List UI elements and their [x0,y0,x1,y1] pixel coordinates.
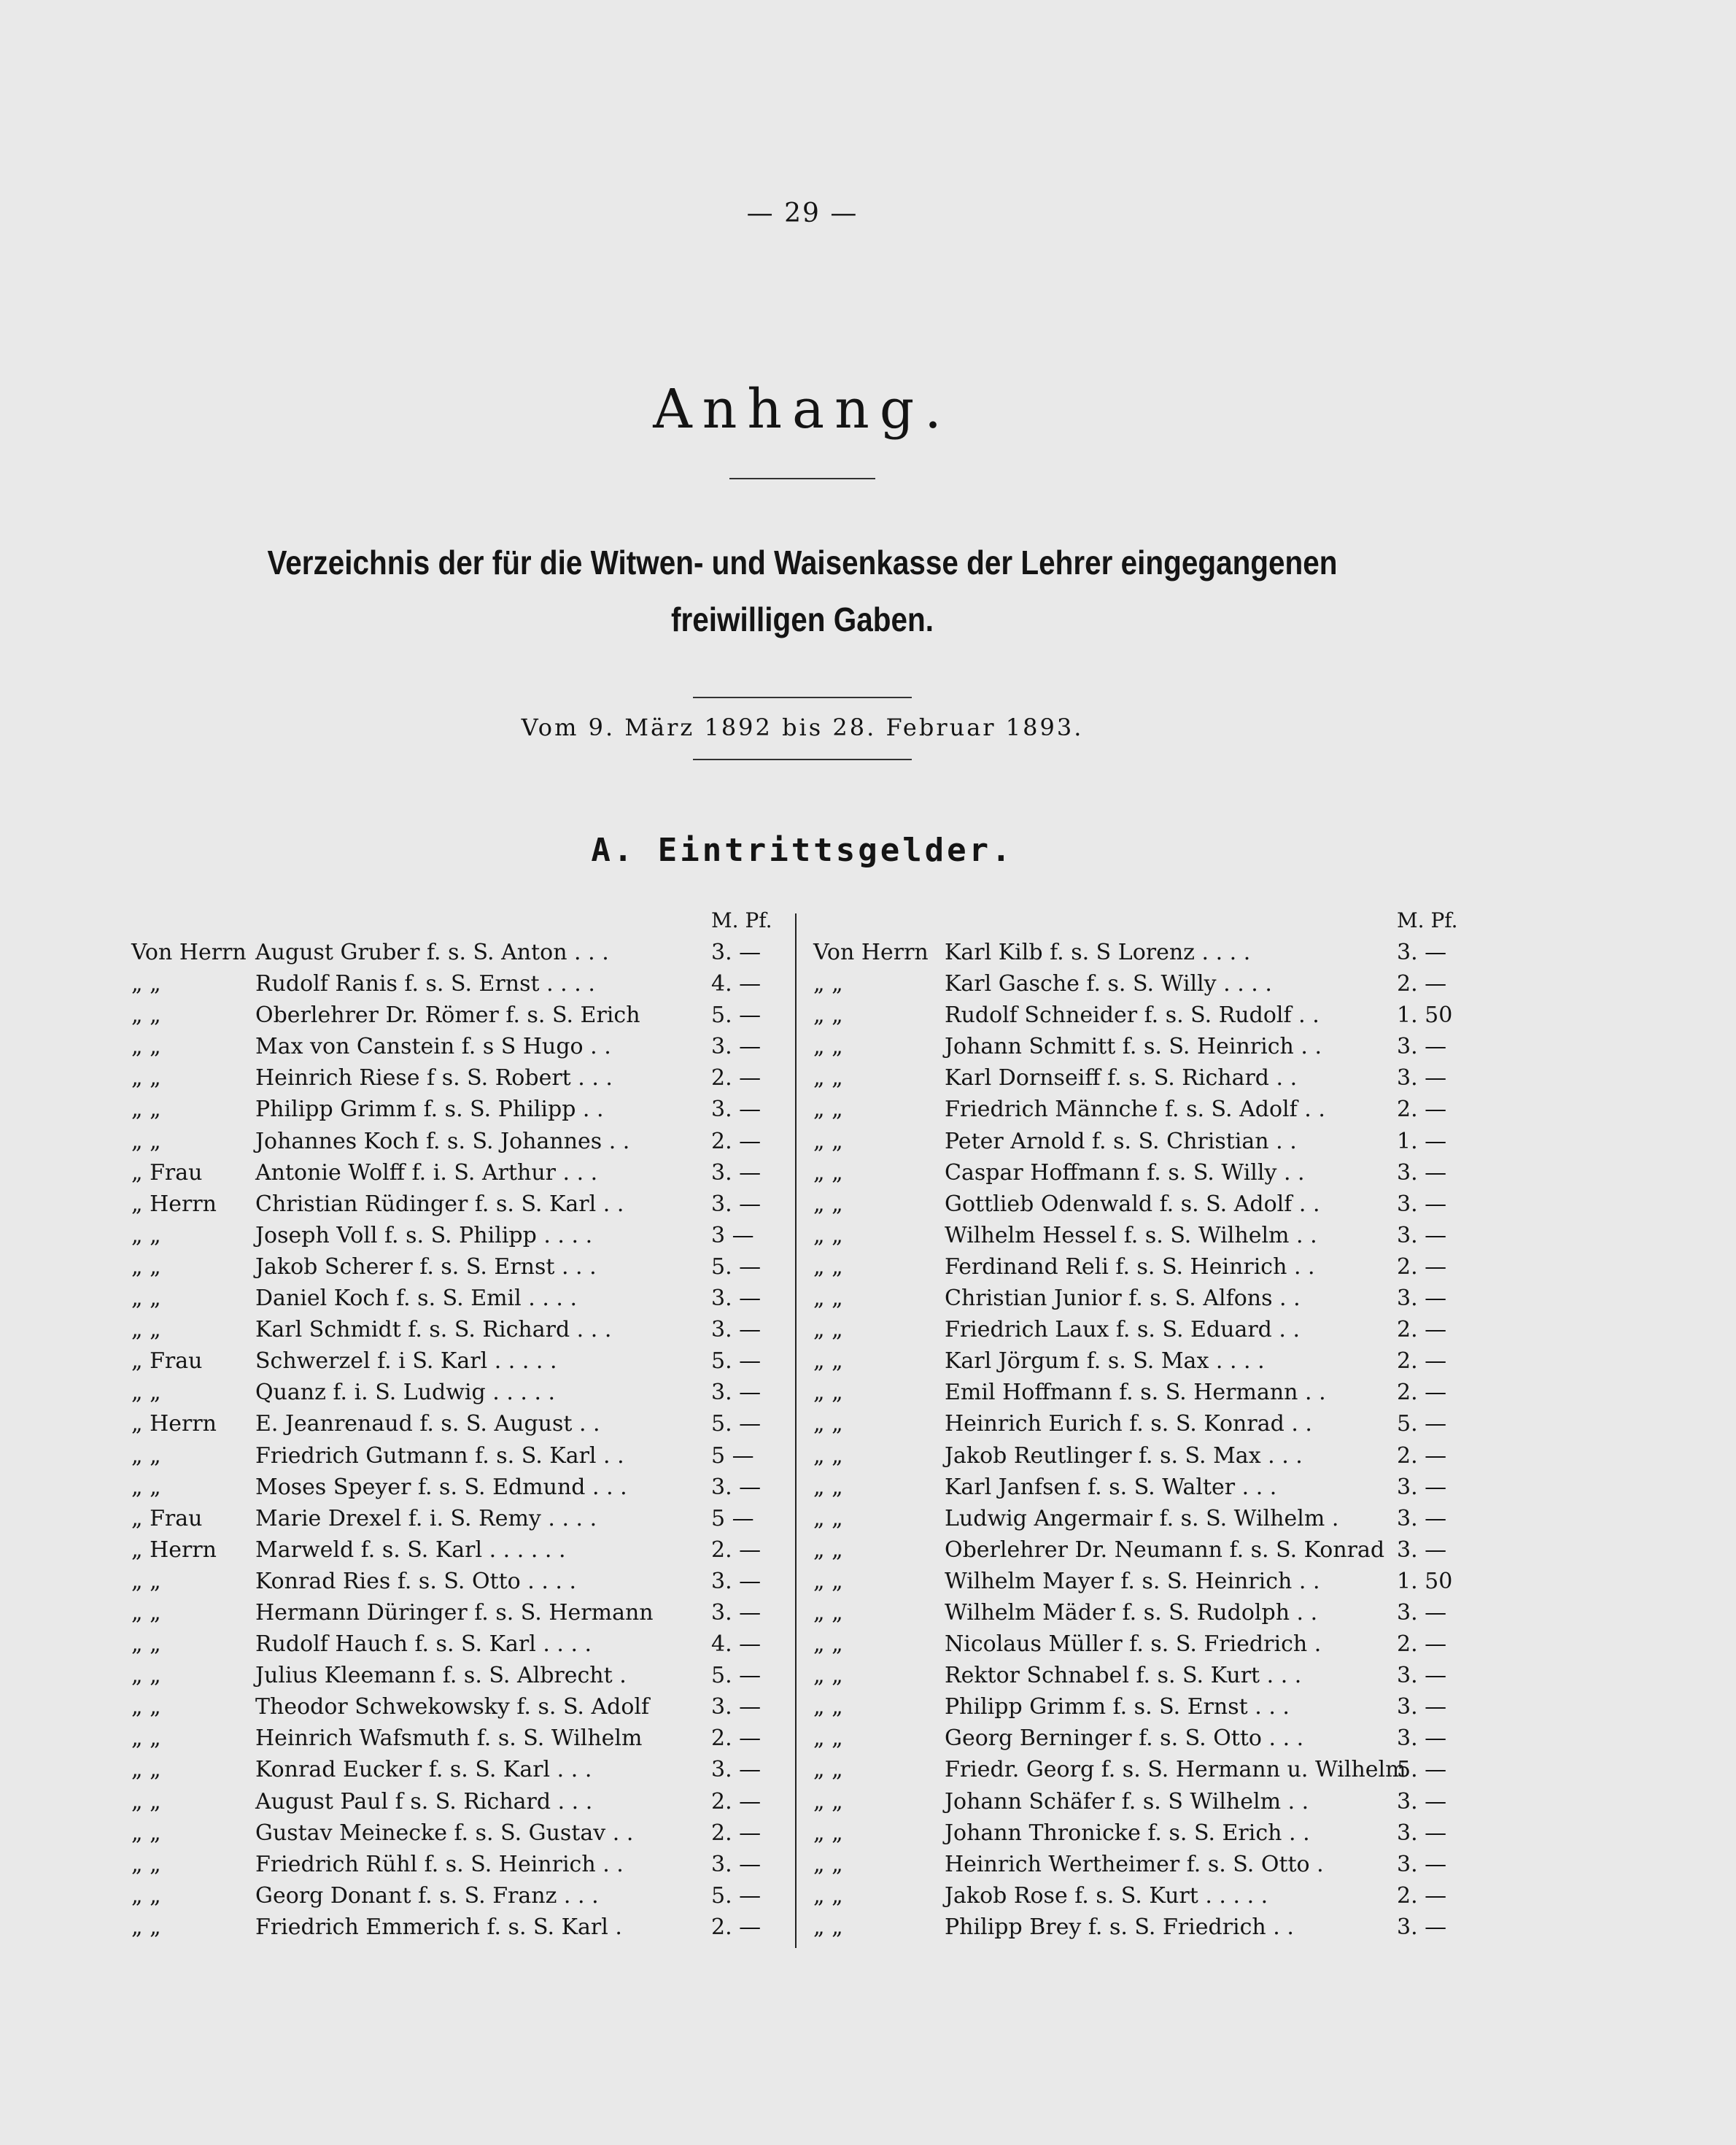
entry-prefix: „ „ [813,1851,843,1877]
entry-prefix: „ „ [813,1474,843,1500]
entry-name: Johann Thronicke f. s. S. Erich . . [945,1820,1310,1846]
entry-name: Christian Rüdinger f. s. S. Karl . . [255,1191,624,1217]
entry-prefix: Von Herrn [813,940,929,965]
entry-name: Karl Jörgum f. s. S. Max . . . . [945,1348,1265,1375]
divider [693,759,912,760]
divider [729,478,875,479]
entry-name: Konrad Eucker f. s. S. Karl . . . [255,1757,592,1783]
entry-amount: 2. — [711,1065,762,1091]
entry-prefix: „ „ [131,1253,161,1280]
entry-prefix: „ „ [131,1317,161,1343]
entry-amount: 3. — [711,1317,762,1343]
entry-prefix: „ „ [131,1097,161,1123]
entry-amount: 3. — [711,1599,762,1626]
entry-amount: 2. — [711,1914,762,1940]
entry-amount: 3. — [711,1757,762,1783]
entry-amount: 3. — [711,1474,762,1500]
entry-name: Konrad Ries f. s. S. Otto . . . . [255,1568,577,1594]
entry-amount: 5. — [711,1411,762,1437]
entry-prefix: „ „ [131,1002,161,1029]
entry-name: Heinrich Wertheimer f. s. S. Otto . [945,1851,1324,1877]
entry-prefix: „ „ [813,1222,843,1248]
entry-amount: 2. — [1397,1380,1447,1406]
entry-prefix: „ „ [131,1694,161,1720]
entry-amount: 5 — [711,1442,754,1469]
entry-name: Georg Donant f. s. S. Franz . . . [255,1882,599,1909]
entry-amount: 5. — [711,1348,762,1375]
entry-name: Rudolf Schneider f. s. S. Rudolf . . [945,1002,1320,1029]
entry-name: Friedrich Männche f. s. S. Adolf . . [945,1097,1325,1123]
entry-prefix: „ „ [813,1631,843,1658]
entry-prefix: „ „ [131,1474,161,1500]
entry-name: Karl Kilb f. s. S Lorenz . . . . [945,940,1251,965]
entry-prefix: „ „ [813,1568,843,1594]
entry-amount: 3 — [711,1222,754,1248]
entry-amount: 2. — [711,1788,762,1814]
entry-amount: 3. — [1397,1599,1447,1626]
entry-prefix: „ „ [813,1128,843,1154]
entry-amount: 3. — [711,1159,762,1186]
entry-name: Joseph Voll f. s. S. Philipp . . . . [255,1222,593,1248]
entry-prefix: „ „ [813,1505,843,1531]
entry-amount: 3. — [711,1380,762,1406]
entry-name: Georg Berninger f. s. S. Otto . . . [945,1725,1304,1752]
entry-name: Friedrich Rühl f. s. S. Heinrich . . [255,1851,624,1877]
entry-name: Johann Schmitt f. s. S. Heinrich . . [945,1034,1322,1060]
entry-prefix: „ „ [131,1914,161,1940]
entry-name: Gottlieb Odenwald f. s. S. Adolf . . [945,1191,1320,1217]
entry-amount: 1. — [1397,1128,1447,1154]
entry-amount: 2. — [711,1537,762,1563]
entry-prefix: „ Frau [131,1348,203,1375]
entry-name: Rudolf Ranis f. s. S. Ernst . . . . [255,971,595,997]
entry-name: Peter Arnold f. s. S. Christian . . [945,1128,1297,1154]
date-range: Vom 9. März 1892 bis 28. Februar 1893. [521,714,1084,741]
page-number: — 29 — [746,198,859,228]
entry-amount: 2. — [711,1128,762,1154]
entry-prefix: „ „ [813,1599,843,1626]
entry-name: Friedrich Emmerich f. s. S. Karl . [255,1914,622,1940]
heading-line-2: freiwilligen Gaben. [671,600,934,638]
entry-name: Heinrich Wafsmuth f. s. S. Wilhelm [255,1725,643,1752]
entry-name: Rektor Schnabel f. s. S. Kurt . . . [945,1663,1302,1689]
entry-prefix: „ Herrn [131,1411,217,1437]
entry-name: Oberlehrer Dr. Römer f. s. S. Erich [255,1002,640,1029]
entry-name: Wilhelm Mayer f. s. S. Heinrich . . [945,1568,1320,1594]
entry-amount: 1. 50 [1397,1568,1453,1594]
entry-amount: 3. — [711,1286,762,1312]
entry-amount: 2. — [1397,1631,1447,1658]
entry-name: Wilhelm Mäder f. s. S. Rudolph . . [945,1599,1318,1626]
entry-prefix: „ „ [813,1317,843,1343]
entry-prefix: „ „ [813,1788,843,1814]
section-title: A. Eintrittsgelder. [591,832,1014,869]
entry-amount: 2. — [1397,971,1447,997]
entry-amount: 3. — [1397,940,1447,965]
entry-amount: 2. — [1397,1882,1447,1909]
entry-prefix: „ „ [813,1882,843,1909]
entry-prefix: „ „ [813,1757,843,1783]
entry-amount: 2. — [711,1725,762,1752]
entry-amount: 3. — [1397,1286,1447,1312]
entry-name: August Gruber f. s. S. Anton . . . [255,940,609,965]
entry-amount: 3. — [1397,1159,1447,1186]
entry-name: Karl Janfsen f. s. S. Walter . . . [945,1474,1277,1500]
entry-prefix: „ „ [131,1128,161,1154]
entry-amount: 3. — [1397,1191,1447,1217]
entry-name: Jakob Scherer f. s. S. Ernst . . . [255,1253,597,1280]
entry-prefix: „ „ [131,1286,161,1312]
entry-amount: 3. — [711,1034,762,1060]
entry-prefix: „ „ [813,1820,843,1846]
entry-name: Philipp Grimm f. s. S. Philipp . . [255,1097,604,1123]
entry-name: Emil Hoffmann f. s. S. Hermann . . [945,1380,1326,1406]
entry-name: Marie Drexel f. i. S. Remy . . . . [255,1505,597,1531]
entry-prefix: „ „ [813,1191,843,1217]
entry-name: Karl Schmidt f. s. S. Richard . . . [255,1317,612,1343]
entry-prefix: „ Frau [131,1505,203,1531]
entry-name: Nicolaus Müller f. s. S. Friedrich . [945,1631,1322,1658]
entry-amount: 3. — [1397,1663,1447,1689]
heading-line-1: Verzeichnis der für die Witwen- und Waisenkasse der Lehrer eingegangenen [267,544,1338,581]
entry-name: E. Jeanrenaud f. s. S. August . . [255,1411,600,1437]
entry-name: Schwerzel f. i S. Karl . . . . . [255,1348,557,1375]
entry-prefix: „ „ [813,1253,843,1280]
entry-prefix: „ „ [131,1851,161,1877]
entry-prefix: „ „ [131,1757,161,1783]
entry-amount: 3. — [1397,1537,1447,1563]
entry-amount: 4. — [711,1631,762,1658]
entry-amount: 3. — [1397,1222,1447,1248]
entry-name: Johann Schäfer f. s. S Wilhelm . . [945,1788,1309,1814]
entry-amount: 5. — [711,1663,762,1689]
entry-amount: 2. — [1397,1442,1447,1469]
entry-amount: 3. — [711,1191,762,1217]
entry-name: Karl Dornseiff f. s. S. Richard . . [945,1065,1298,1091]
entry-amount: 2. — [1397,1317,1447,1343]
entry-name: Moses Speyer f. s. S. Edmund . . . [255,1474,627,1500]
entry-name: Johannes Koch f. s. S. Johannes . . [255,1128,630,1154]
entry-prefix: „ Herrn [131,1191,217,1217]
entry-prefix: „ „ [813,1286,843,1312]
entry-name: Daniel Koch f. s. S. Emil . . . . [255,1286,578,1312]
entry-prefix: „ „ [131,1820,161,1846]
entry-name: Jakob Reutlinger f. s. S. Max . . . [945,1442,1303,1469]
entry-amount: 3. — [1397,1851,1447,1877]
entry-amount: 3. — [711,1694,762,1720]
entry-name: Hermann Düringer f. s. S. Hermann [255,1599,654,1626]
entry-amount: 5. — [1397,1411,1447,1437]
entry-prefix: „ „ [131,1568,161,1594]
entry-amount: 3. — [711,940,762,965]
entry-name: Gustav Meinecke f. s. S. Gustav . . [255,1820,634,1846]
entry-prefix: „ „ [131,1882,161,1909]
entry-amount: 1. 50 [1397,1002,1453,1029]
entry-name: Friedrich Laux f. s. S. Eduard . . [945,1317,1301,1343]
entry-prefix: „ „ [813,1694,843,1720]
entry-prefix: „ „ [813,1034,843,1060]
entry-prefix: „ „ [131,1222,161,1248]
entry-prefix: „ „ [131,1065,161,1091]
entry-name: Oberlehrer Dr. Neumann f. s. S. Konrad [945,1537,1385,1563]
entry-prefix: „ „ [131,1599,161,1626]
entry-name: Quanz f. i. S. Ludwig . . . . . [255,1380,556,1406]
entry-name: Christian Junior f. s. S. Alfons . . [945,1286,1301,1312]
entry-prefix: „ „ [131,1725,161,1752]
entry-name: Karl Gasche f. s. S. Willy . . . . [945,971,1272,997]
entry-amount: 5. — [1397,1757,1447,1783]
entry-name: Max von Canstein f. s S Hugo . . [255,1034,611,1060]
entry-name: Marweld f. s. S. Karl . . . . . . [255,1537,566,1563]
entry-prefix: „ „ [813,1097,843,1123]
entry-amount: 5 — [711,1505,754,1531]
entry-amount: 3. — [1397,1820,1447,1846]
heading [186,534,1419,648]
divider [693,697,912,698]
entry-amount: 3. — [1397,1788,1447,1814]
entry-amount: 3. — [1397,1065,1447,1091]
entry-amount: 5. — [711,1253,762,1280]
entry-name: Wilhelm Hessel f. s. S. Wilhelm . . [945,1222,1317,1248]
entry-prefix: „ „ [813,1663,843,1689]
entry-amount: 3. — [711,1568,762,1594]
entry-name: Caspar Hoffmann f. s. S. Willy . . [945,1159,1305,1186]
entry-prefix: „ „ [131,1663,161,1689]
entry-name: Philipp Brey f. s. S. Friedrich . . [945,1914,1294,1940]
entry-name: Ludwig Angermair f. s. S. Wilhelm . [945,1505,1339,1531]
page-title: Anhang. [653,378,952,441]
entry-prefix: „ „ [813,1442,843,1469]
entry-amount: 3. — [1397,1914,1447,1940]
entry-name: Rudolf Hauch f. s. S. Karl . . . . [255,1631,592,1658]
left-column-header: M. Pf. [711,908,772,932]
entry-amount: 3. — [1397,1694,1447,1720]
entry-amount: 5. — [711,1002,762,1029]
entry-prefix: „ „ [813,1159,843,1186]
entry-prefix: „ „ [131,1442,161,1469]
entry-amount: 3. — [1397,1034,1447,1060]
entry-prefix: „ „ [813,1725,843,1752]
entry-prefix: „ Frau [131,1159,203,1186]
entry-prefix: „ „ [813,1537,843,1563]
entry-prefix: „ „ [813,1348,843,1375]
entry-amount: 3. — [711,1851,762,1877]
entry-amount: 3. — [1397,1474,1447,1500]
entry-amount: 3. — [1397,1725,1447,1752]
entry-prefix: „ „ [813,1065,843,1091]
entry-name: Friedrich Gutmann f. s. S. Karl . . [255,1442,624,1469]
entry-prefix: „ „ [131,971,161,997]
entry-prefix: „ „ [131,1034,161,1060]
entry-amount: 2. — [711,1820,762,1846]
entry-prefix: „ „ [131,1631,161,1658]
entry-amount: 2. — [1397,1348,1447,1375]
entry-prefix: „ „ [813,1380,843,1406]
entry-amount: 4. — [711,971,762,997]
entry-name: Heinrich Riese f s. S. Robert . . . [255,1065,613,1091]
entry-prefix: Von Herrn [131,940,247,965]
entry-name: Friedr. Georg f. s. S. Hermann u. Wilhelm [945,1757,1406,1783]
entry-name: Julius Kleemann f. s. S. Albrecht . [255,1663,627,1689]
entry-name: Antonie Wolff f. i. S. Arthur . . . [255,1159,598,1186]
entry-amount: 5. — [711,1882,762,1909]
entry-prefix: „ Herrn [131,1537,217,1563]
entry-amount: 3. — [711,1097,762,1123]
entry-prefix: „ „ [813,971,843,997]
entry-name: Jakob Rose f. s. S. Kurt . . . . . [945,1882,1268,1909]
entry-amount: 2. — [1397,1097,1447,1123]
entry-prefix: „ „ [131,1380,161,1406]
right-column-header: M. Pf. [1397,908,1458,932]
entry-prefix: „ „ [131,1788,161,1814]
entry-prefix: „ „ [813,1002,843,1029]
entry-amount: 3. — [1397,1505,1447,1531]
entry-name: Philipp Grimm f. s. S. Ernst . . . [945,1694,1290,1720]
entry-name: Heinrich Eurich f. s. S. Konrad . . [945,1411,1312,1437]
entry-name: Ferdinand Reli f. s. S. Heinrich . . [945,1253,1315,1280]
entry-name: August Paul f s. S. Richard . . . [255,1788,593,1814]
entry-name: Theodor Schwekowsky f. s. S. Adolf [255,1694,650,1720]
entry-prefix: „ „ [813,1411,843,1437]
entry-prefix: „ „ [813,1914,843,1940]
entry-amount: 2. — [1397,1253,1447,1280]
